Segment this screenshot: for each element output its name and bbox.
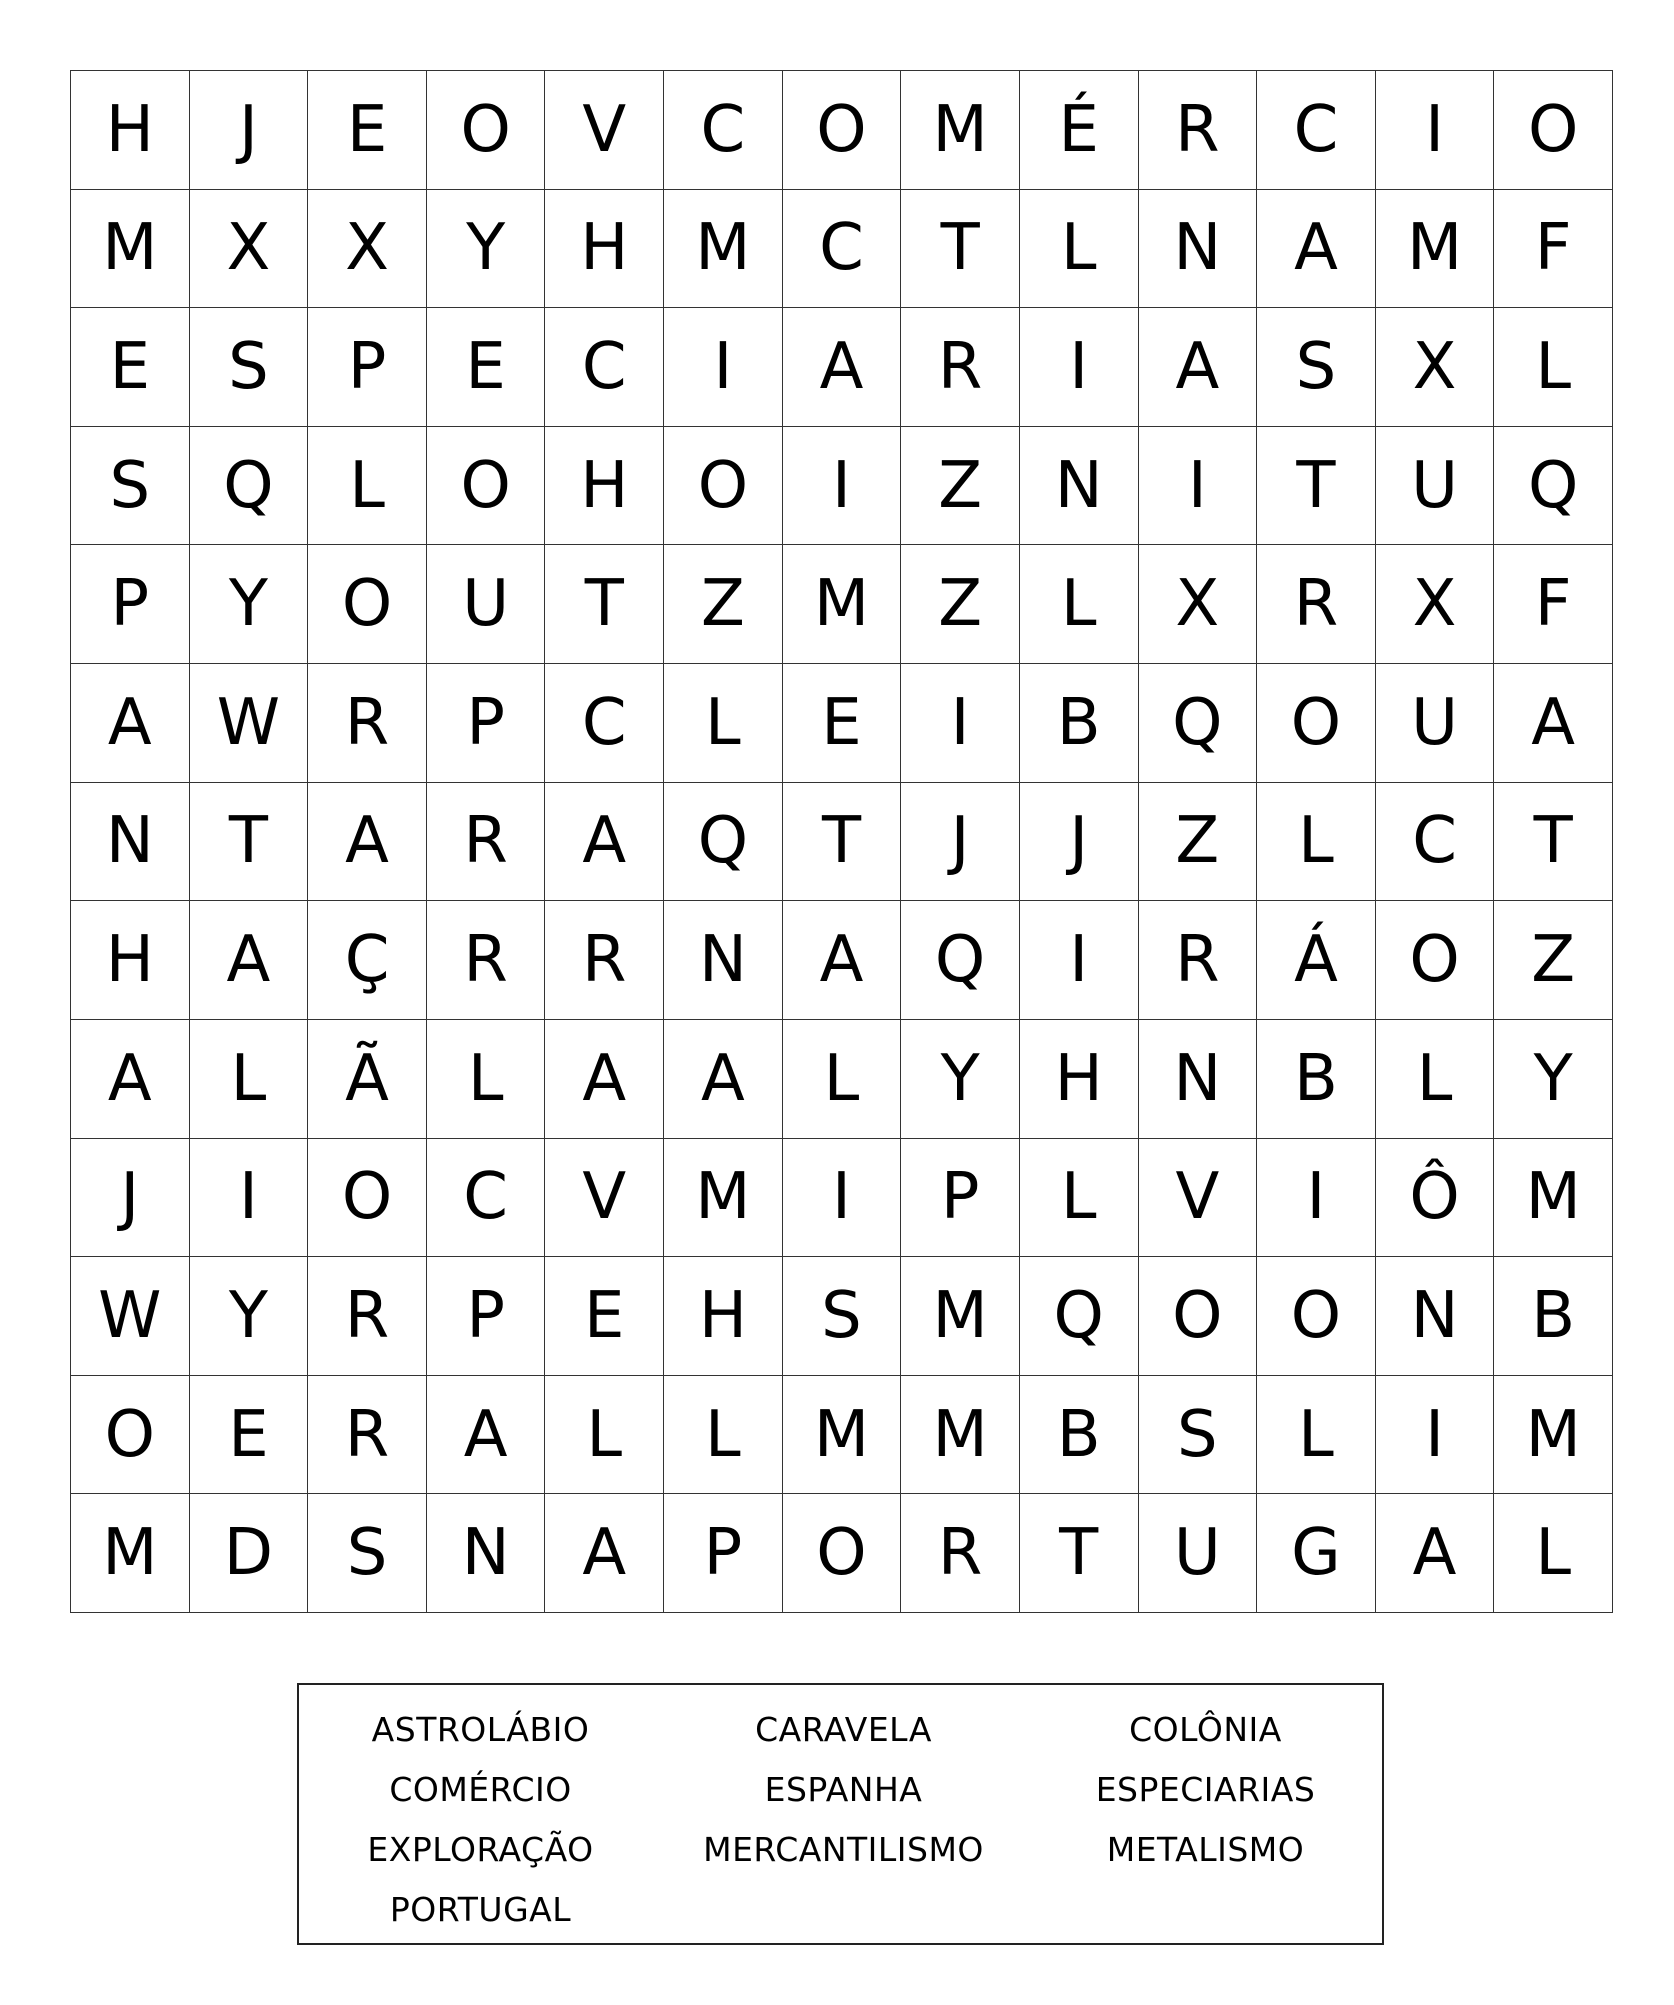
grid-cell[interactable]: O [427, 71, 546, 190]
grid-cell[interactable]: Q [190, 427, 309, 546]
grid-cell[interactable]: M [783, 1376, 902, 1495]
grid-cell[interactable]: I [1139, 427, 1258, 546]
grid-cell[interactable]: E [308, 71, 427, 190]
grid-cell[interactable]: S [190, 308, 309, 427]
grid-cell[interactable]: I [1376, 1376, 1495, 1495]
grid-cell[interactable]: M [71, 1494, 190, 1613]
word-list-item: EXPLORAÇÃO [367, 1829, 594, 1869]
grid-cell[interactable]: F [1494, 190, 1613, 309]
grid-cell[interactable]: O [71, 1376, 190, 1495]
grid-cell[interactable]: H [545, 427, 664, 546]
grid-cell[interactable]: T [190, 783, 309, 902]
grid-cell[interactable]: Y [427, 190, 546, 309]
grid-cell[interactable]: N [1139, 1020, 1258, 1139]
grid-cell[interactable]: B [1494, 1257, 1613, 1376]
grid-cell[interactable]: O [1257, 664, 1376, 783]
grid-cell[interactable]: R [901, 1494, 1020, 1613]
grid-cell[interactable]: C [1257, 71, 1376, 190]
grid-cell[interactable]: L [545, 1376, 664, 1495]
grid-cell[interactable]: Á [1257, 901, 1376, 1020]
grid-cell[interactable]: J [71, 1139, 190, 1258]
grid-cell[interactable]: R [427, 783, 546, 902]
grid-cell[interactable]: M [1494, 1139, 1613, 1258]
grid-cell[interactable]: N [1020, 427, 1139, 546]
grid-cell[interactable]: R [1139, 71, 1258, 190]
grid-cell[interactable]: O [308, 1139, 427, 1258]
grid-cell[interactable]: I [783, 1139, 902, 1258]
grid-cell[interactable]: T [1494, 783, 1613, 902]
word-list-item: CARAVELA [755, 1709, 932, 1749]
grid-cell[interactable]: A [545, 1494, 664, 1613]
grid-cell[interactable]: G [1257, 1494, 1376, 1613]
grid-cell[interactable]: C [545, 664, 664, 783]
grid-cell[interactable]: L [664, 664, 783, 783]
grid-cell[interactable]: R [901, 308, 1020, 427]
word-list-item: ESPANHA [764, 1769, 923, 1809]
grid-cell[interactable]: X [1376, 308, 1495, 427]
grid-cell[interactable]: O [1376, 901, 1495, 1020]
grid-cell[interactable]: O [1494, 71, 1613, 190]
grid-cell[interactable]: Z [1139, 783, 1258, 902]
grid-cell[interactable]: Y [901, 1020, 1020, 1139]
grid-cell[interactable]: S [71, 427, 190, 546]
grid-cell[interactable]: M [664, 1139, 783, 1258]
grid-cell[interactable]: T [545, 545, 664, 664]
grid-cell[interactable]: I [783, 427, 902, 546]
grid-cell[interactable]: L [1020, 190, 1139, 309]
grid-cell[interactable]: O [1257, 1257, 1376, 1376]
grid-cell[interactable]: M [664, 190, 783, 309]
grid-cell[interactable]: M [901, 71, 1020, 190]
grid-cell[interactable]: P [308, 308, 427, 427]
grid-cell[interactable]: Z [1494, 901, 1613, 1020]
grid-cell[interactable]: L [308, 427, 427, 546]
grid-cell[interactable]: O [308, 545, 427, 664]
grid-cell[interactable]: I [190, 1139, 309, 1258]
grid-cell[interactable]: U [427, 545, 546, 664]
grid-cell[interactable]: H [545, 190, 664, 309]
grid-cell[interactable]: I [1020, 308, 1139, 427]
grid-cell[interactable]: É [1020, 71, 1139, 190]
grid-cell[interactable]: U [1376, 664, 1495, 783]
grid-cell[interactable]: H [1020, 1020, 1139, 1139]
grid-cell[interactable]: R [545, 901, 664, 1020]
grid-cell[interactable]: S [1257, 308, 1376, 427]
word-list-item: PORTUGAL [389, 1889, 572, 1929]
grid-cell[interactable]: X [1139, 545, 1258, 664]
grid-cell[interactable]: T [901, 190, 1020, 309]
grid-cell[interactable]: L [1020, 1139, 1139, 1258]
grid-cell[interactable]: H [71, 901, 190, 1020]
grid-cell[interactable]: A [71, 664, 190, 783]
grid-cell[interactable]: Ã [308, 1020, 427, 1139]
grid-cell[interactable]: T [1257, 427, 1376, 546]
grid-cell[interactable]: Y [190, 1257, 309, 1376]
grid-cell[interactable]: T [1020, 1494, 1139, 1613]
grid-cell[interactable]: W [190, 664, 309, 783]
grid-cell[interactable]: E [427, 308, 546, 427]
grid-cell[interactable]: S [308, 1494, 427, 1613]
grid-cell[interactable]: L [1494, 1494, 1613, 1613]
grid-cell[interactable]: I [1020, 901, 1139, 1020]
grid-cell[interactable]: J [901, 783, 1020, 902]
grid-cell[interactable]: D [190, 1494, 309, 1613]
grid-cell[interactable]: A [783, 308, 902, 427]
grid-cell[interactable]: Y [190, 545, 309, 664]
word-list-box [297, 1683, 1384, 1945]
grid-cell[interactable]: P [427, 664, 546, 783]
grid-cell[interactable]: W [71, 1257, 190, 1376]
grid-cell[interactable]: A [664, 1020, 783, 1139]
grid-cell[interactable]: N [664, 901, 783, 1020]
grid-cell[interactable]: O [664, 427, 783, 546]
grid-cell[interactable]: I [901, 664, 1020, 783]
grid-cell[interactable]: Q [1020, 1257, 1139, 1376]
grid-cell[interactable]: C [783, 190, 902, 309]
grid-cell[interactable]: L [664, 1376, 783, 1495]
grid-cell[interactable]: P [427, 1257, 546, 1376]
grid-cell[interactable]: A [71, 1020, 190, 1139]
grid-cell[interactable]: E [545, 1257, 664, 1376]
grid-cell[interactable]: A [545, 1020, 664, 1139]
grid-cell[interactable]: Z [901, 427, 1020, 546]
grid-cell[interactable]: X [190, 190, 309, 309]
grid-cell[interactable]: E [783, 664, 902, 783]
grid-cell[interactable]: J [190, 71, 309, 190]
grid-cell[interactable]: I [1376, 71, 1495, 190]
grid-cell[interactable]: Q [1139, 664, 1258, 783]
grid-cell[interactable]: B [1020, 664, 1139, 783]
grid-cell[interactable]: R [308, 1376, 427, 1495]
grid-cell[interactable]: Q [664, 783, 783, 902]
grid-cell[interactable]: C [427, 1139, 546, 1258]
grid-cell[interactable]: T [783, 783, 902, 902]
grid-cell[interactable]: E [71, 308, 190, 427]
grid-cell[interactable]: P [664, 1494, 783, 1613]
grid-cell[interactable]: Ô [1376, 1139, 1495, 1258]
grid-cell[interactable]: N [427, 1494, 546, 1613]
grid-cell[interactable]: A [783, 901, 902, 1020]
grid-cell[interactable]: A [1376, 1494, 1495, 1613]
grid-cell[interactable]: L [190, 1020, 309, 1139]
grid-cell[interactable]: A [1139, 308, 1258, 427]
grid-cell[interactable]: M [1494, 1376, 1613, 1495]
grid-cell[interactable]: N [1376, 1257, 1495, 1376]
grid-cell[interactable]: Z [901, 545, 1020, 664]
grid-cell[interactable]: X [1376, 545, 1495, 664]
grid-cell[interactable]: M [783, 545, 902, 664]
grid-cell[interactable]: H [664, 1257, 783, 1376]
word-list-item: COMÉRCIO [389, 1769, 572, 1809]
grid-cell[interactable]: L [1257, 1376, 1376, 1495]
word-list-item: METALISMO [1106, 1829, 1305, 1869]
grid-cell[interactable]: S [1139, 1376, 1258, 1495]
letter-grid [70, 70, 1613, 1613]
grid-cell[interactable]: R [427, 901, 546, 1020]
grid-cell[interactable]: V [545, 71, 664, 190]
grid-cell[interactable]: A [1257, 190, 1376, 309]
grid-cell[interactable]: P [901, 1139, 1020, 1258]
grid-cell[interactable]: Y [1494, 1020, 1613, 1139]
grid-cell[interactable]: A [427, 1376, 546, 1495]
grid-cell[interactable]: N [71, 783, 190, 902]
grid-cell[interactable]: P [71, 545, 190, 664]
grid-cell[interactable]: L [783, 1020, 902, 1139]
grid-cell[interactable]: A [308, 783, 427, 902]
grid-cell[interactable]: O [1139, 1257, 1258, 1376]
grid-cell[interactable]: L [1020, 545, 1139, 664]
grid-cell[interactable]: N [1139, 190, 1258, 309]
grid-cell[interactable]: M [901, 1376, 1020, 1495]
grid-cell[interactable]: Z [664, 545, 783, 664]
grid-cell[interactable]: O [783, 1494, 902, 1613]
grid-cell[interactable]: H [71, 71, 190, 190]
grid-cell[interactable]: L [1494, 308, 1613, 427]
grid-cell[interactable]: M [71, 190, 190, 309]
grid-cell[interactable]: O [783, 71, 902, 190]
grid-cell[interactable]: C [664, 71, 783, 190]
grid-cell[interactable]: R [1257, 545, 1376, 664]
grid-cell[interactable]: O [427, 427, 546, 546]
grid-cell[interactable]: S [783, 1257, 902, 1376]
grid-cell[interactable]: C [1376, 783, 1495, 902]
grid-cell[interactable]: Q [901, 901, 1020, 1020]
word-list-item: ESPECIARIAS [1095, 1769, 1316, 1809]
grid-cell[interactable]: Q [1494, 427, 1613, 546]
grid-cell[interactable]: F [1494, 545, 1613, 664]
word-list-item: MERCANTILISMO [703, 1829, 984, 1869]
grid-cell[interactable]: M [1376, 190, 1495, 309]
word-list [299, 1699, 1382, 1939]
grid-cell[interactable]: B [1257, 1020, 1376, 1139]
grid-cell[interactable]: A [1494, 664, 1613, 783]
grid-cell[interactable]: L [1376, 1020, 1495, 1139]
grid-cell[interactable]: X [308, 190, 427, 309]
grid-cell[interactable]: I [664, 308, 783, 427]
grid-cell[interactable]: V [545, 1139, 664, 1258]
grid-cell[interactable]: E [190, 1376, 309, 1495]
word-list-item: COLÔNIA [1129, 1709, 1282, 1749]
grid-cell[interactable]: I [1257, 1139, 1376, 1258]
grid-cell[interactable]: B [1020, 1376, 1139, 1495]
grid-cell[interactable]: L [1257, 783, 1376, 902]
grid-cell[interactable]: U [1376, 427, 1495, 546]
grid-cell[interactable]: J [1020, 783, 1139, 902]
grid-cell[interactable]: R [1139, 901, 1258, 1020]
grid-cell[interactable]: U [1139, 1494, 1258, 1613]
grid-cell[interactable]: M [901, 1257, 1020, 1376]
grid-cell[interactable]: V [1139, 1139, 1258, 1258]
grid-cell[interactable]: R [308, 1257, 427, 1376]
grid-cell[interactable]: R [308, 664, 427, 783]
grid-cell[interactable]: L [427, 1020, 546, 1139]
grid-cell[interactable]: Ç [308, 901, 427, 1020]
grid-cell[interactable]: A [545, 783, 664, 902]
grid-cell[interactable]: C [545, 308, 664, 427]
grid-cell[interactable]: A [190, 901, 309, 1020]
word-list-item: ASTROLÁBIO [371, 1709, 590, 1749]
